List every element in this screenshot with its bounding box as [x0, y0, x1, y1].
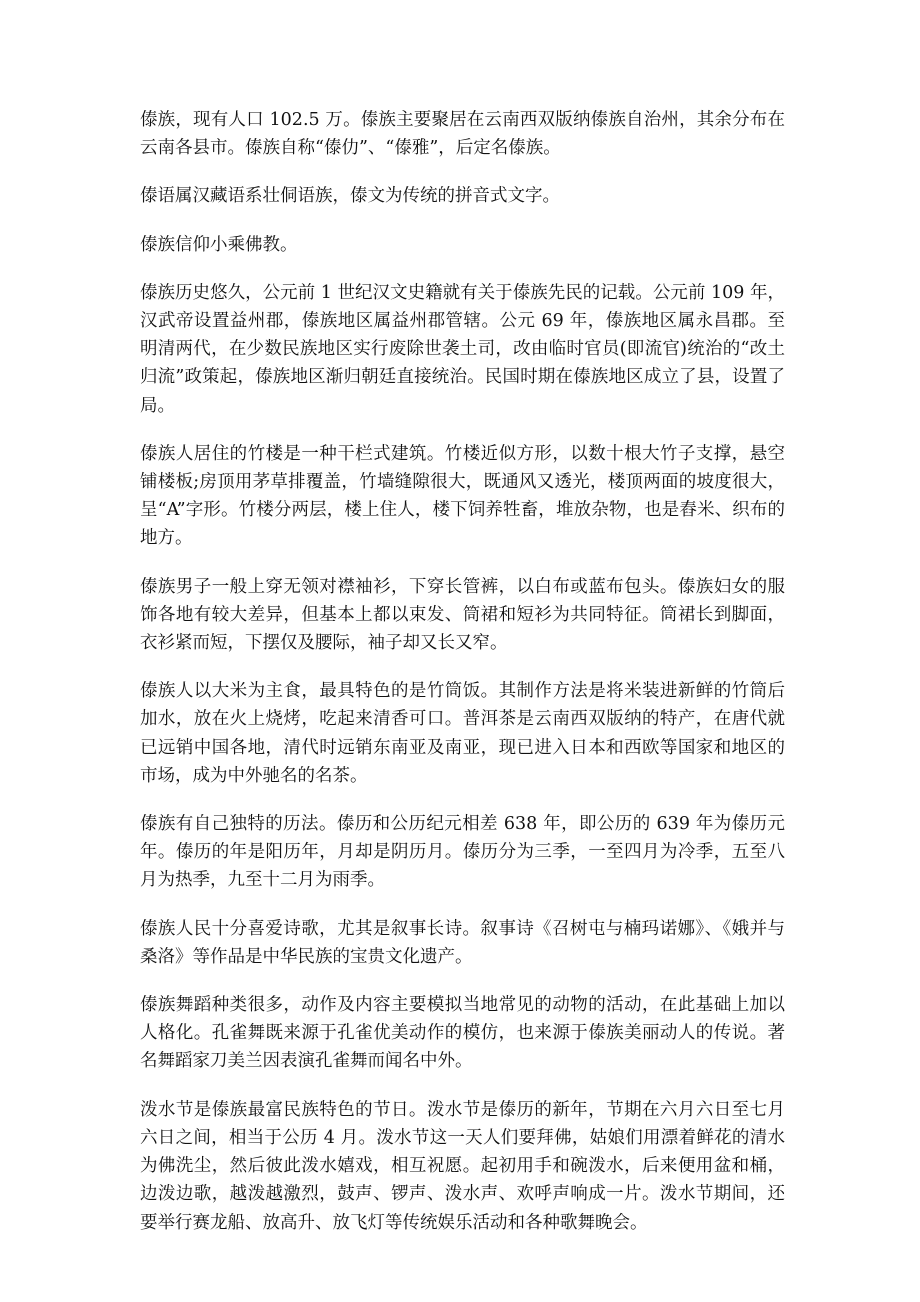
paragraph-water-festival: 泼水节是傣族最富民族特色的节日。泼水节是傣历的新年，节期在六月六日至七月六日之间，相当于公历 4 月。泼水节这一天人们要拜佛，姑娘们用漂着鲜花的清水为佛洗尘，然后彼此泼水嬉戏，相互祝愿。起初用手和碗泼水，后来便用盆和桶，边泼边歌，越泼越激烈，鼓声、锣声、泼水声、欢呼声响成一片。泼水节期间，还要举行赛龙船、放高升、放飞灯等传统娱乐活动和各种歌舞晚会。: [140, 1099, 785, 1233]
paragraph-language: 傣语属汉藏语系壮侗语族，傣文为传统的拼音式文字。: [140, 186, 560, 207]
paragraph-dance: 傣族舞蹈种类很多，动作及内容主要模拟当地常见的动物的活动，在此基础上加以人格化。孔雀舞既来源于孔雀优美动作的模仿，也来源于傣族美丽动人的传说。著名舞蹈家刀美兰因表演孔雀舞而闻名中外。: [140, 995, 785, 1072]
paragraph-history: 傣族历史悠久，公元前 1 世纪汉文史籍就有关于傣族先民的记载。公元前 109 年，汉武帝设置益州郡，傣族地区属益州郡管辖。公元 69 年，傣族地区属永昌郡。至明清两代，在少数民族地区实行废除世袭土司，改由临时官员(即流官)统治的“改土归流”政策起，傣族地区渐归朝廷直接统治。民国时期在傣族地区成立了县，设置了局。: [140, 282, 785, 416]
document-body: [140, 106, 785, 1257]
paragraph-calendar: 傣族有自己独特的历法。傣历和公历纪元相差 638 年，即公历的 639 年为傣历元年。傣历的年是阳历年，月却是阴历月。傣历分为三季，一至四月为冷季，五至八月为热季，九至十二月为雨季。: [140, 814, 785, 891]
paragraph-religion: 傣族信仰小乘佛教。: [140, 234, 298, 255]
paragraph-poetry: 傣族人民十分喜爱诗歌，尤其是叙事长诗。叙事诗《召树屯与楠玛诺娜》、《娥并与桑洛》等作品是中华民族的宝贵文化遗产。: [140, 918, 785, 967]
paragraph-population: 傣族，现有人口 102.5 万。傣族主要聚居在云南西双版纳傣族自治州，其余分布在云南各县市。傣族自称“傣仂”、“傣雅”，后定名傣族。: [140, 110, 785, 159]
paragraph-housing: 傣族人居住的竹楼是一种干栏式建筑。竹楼近似方形，以数十根大竹子支撑，悬空铺楼板;房顶用茅草排覆盖，竹墙缝隙很大，既通风又透光，楼顶两面的坡度很大，呈“A”字形。竹楼分两层，楼上住人，楼下饲养牲畜，堆放杂物，也是舂米、织布的地方。: [140, 443, 785, 549]
paragraph-clothing: 傣族男子一般上穿无领对襟袖衫，下穿长管裤，以白布或蓝布包头。傣族妇女的服饰各地有较大差异，但基本上都以束发、筒裙和短衫为共同特征。筒裙长到脚面，衣衫紧而短，下摆仅及腰际，袖子却又长又窄。: [140, 576, 785, 654]
paragraph-food: 傣族人以大米为主食，最具特色的是竹筒饭。其制作方法是将米装进新鲜的竹筒后加水，放在火上烧烤，吃起来清香可口。普洱茶是云南西双版纳的特产，在唐代就已远销中国各地，清代时远销东南亚及南亚，现已进入日本和西欧等国家和地区的市场，成为中外驰名的名茶。: [140, 681, 785, 786]
